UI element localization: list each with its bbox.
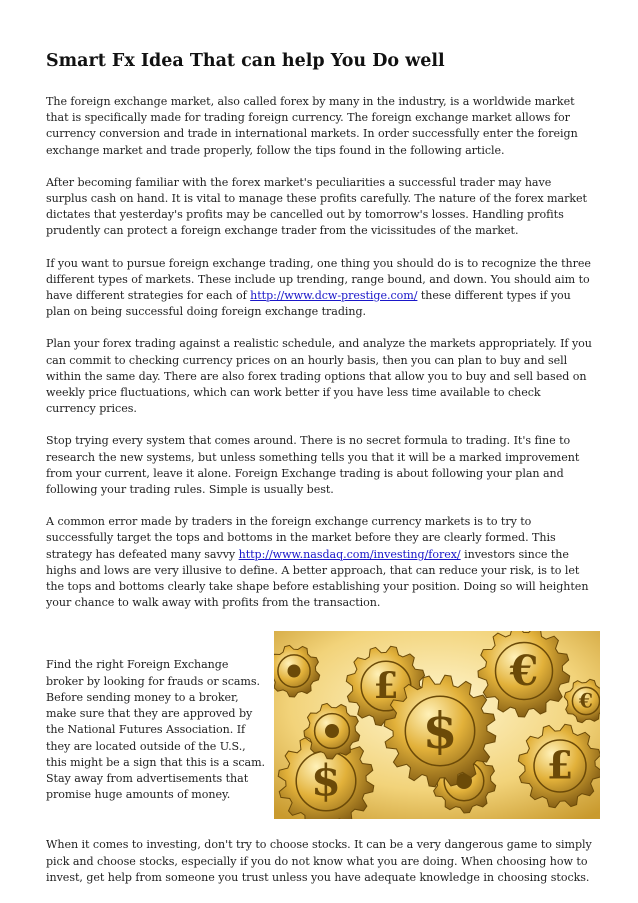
paragraph-6 xyxy=(46,514,592,611)
paragraph-1: The foreign exchange market, also called forex by many in the industry, is a worldwide market that is specifically made for trading foreign currency. The foreign exchange market allows for currency conversion and trade in international markets. In order successfully enter the foreign exchange market and trade properly, follow the tips found in the following article. xyxy=(46,95,578,157)
paragraph-5: Stop trying every system that comes around. There is no secret formula to trading. It's fine to research the new systems, but unless something tells you that it will be a marked improvement from your current, leave it alone. Foreign Exchange trading is about following your plan and following your trading rules. Simple is usually best. xyxy=(46,434,580,497)
paragraph-3 xyxy=(46,256,592,321)
nasdaq-forex-link[interactable]: http://www.nasdaq.com/investing/forex/ xyxy=(238,547,461,561)
gear-4 xyxy=(518,725,600,808)
currency-symbol: £ xyxy=(373,665,399,708)
page-title: Smart Fx Idea That can help You Do well xyxy=(46,51,445,71)
dcw-prestige-link[interactable]: http://www.dcw-prestige.com/ xyxy=(250,289,418,303)
paragraph-6-text-before: A common error made by traders in the foreign exchange currency markets is to try to successfully target the tops and bottoms in the market before they are clearly formed. This strategy has defeated many savvy xyxy=(46,515,556,561)
paragraph-2: After becoming familiar with the forex market's peculiarities a successful trader may have surplus cash on hand. It is vital to manage these profits carefully. The nature of the forex market dictates that yesterday's profits may be cancelled out by tomorrow's losses. Handling profits prudently can protect a foreign exchange trader from the vicissitudes of the market. xyxy=(46,175,587,238)
paragraph-7: Find the right Foreign Exchange broker by looking for frauds or scams. Before sending money to a broker, make sure that they are approved by the National Futures Association. If they are located outside of the U.S., this might be a sign that this is a scam. Stay away from advertisements that promise huge amounts of money. xyxy=(46,658,266,802)
currency-symbol: $ xyxy=(311,756,341,807)
paragraph-3-text-after: these different types if you plan on being successful doing foreign exchange trading. xyxy=(46,289,571,319)
currency-symbol: $ xyxy=(422,701,458,761)
currency-gears-image xyxy=(274,631,600,819)
side-text-column xyxy=(46,657,268,803)
paragraph-4: Plan your forex trading against a realistic schedule, and analyze the markets appropriately. If you can commit to checking currency prices on an hourly basis, then you can plan to buy and sell within the same day. There are also forex trading options that allow you to buy and sell based on weekly price fluctuations, which can work better if you have less time available to check currency prices. xyxy=(46,337,592,416)
currency-symbol: € xyxy=(509,647,539,696)
paragraph-6-text-after: investors since the highs and lows are very illusive to define. A better approach, that can reduce your risk, is to let the tops and bottoms clearly take shape before establishing your position. Doing so will heighten your chance to walk away with profits from the transaction. xyxy=(46,547,589,610)
paragraph-8: When it comes to investing, don't try to choose stocks. It can be a very dangerous game to simply pick and choose stocks, especially if you do not know what you are doing. When choosing how to invest, get help from someone you trust unless you have adequate knowledge in choosing stocks. xyxy=(46,838,592,884)
currency-symbol: £ xyxy=(546,743,574,789)
paragraph-3-text-before: If you want to pursue foreign exchange trading, one thing you should do is to recognize the three different types of markets. These include up trending, range bound, and down. You should aim to have different strategies for each of xyxy=(46,256,591,303)
currency-symbol: € xyxy=(579,689,593,714)
image-text-section xyxy=(46,631,592,823)
